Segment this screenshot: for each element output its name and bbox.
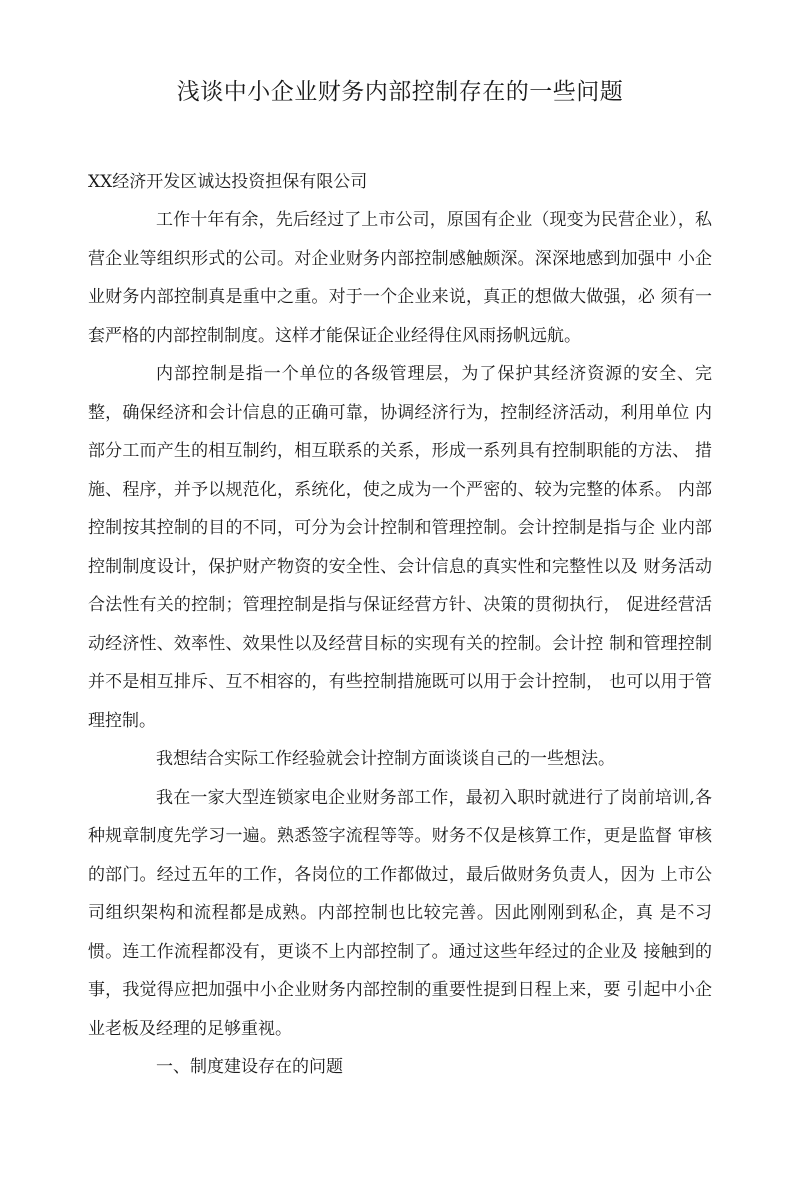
section-heading: 一、制度建设存在的问题 [156, 1057, 343, 1077]
paragraph-thoughts: 我想结合实际工作经验就会计控制方面谈谈自己的一些想法。 [156, 749, 615, 769]
company-name: XX经济开发区诚达投资担保有限公司 [88, 172, 368, 192]
document-title: 浅谈中小企业财务内部控制存在的一些问题 [176, 79, 624, 105]
paragraph-intro: 工作十年有余，先后经过了上市公司，原国有企业（现变为民营企业），私营企业等组织形式的公司。对企业财务内部控制感触颇深。深深地感到加强中 小企业财务内部控制真是重中之重。对于一个企业来说，真正的想做大做强，必 须有一套严格的内部控制制度。这样才能保证企业经得住风雨扬帆远航。 [88, 210, 712, 346]
document-body [88, 201, 712, 1087]
paragraph-experience: 我在一家大型连锁家电企业财务部工作，最初入职时就进行了岗前培训,各种规章制度先学习一遍。熟悉签字流程等等。财务不仅是核算工作，更是监督 审核的部门。经过五年的工作，各岗位的工作都做过，最后做财务负责人，因为 上市公司组织架构和流程都是成熟。内部控制也比较完善。因此刚刚到私企，真 是不习惯。连工作流程都没有，更谈不上内部控制了。通过这些年经过的企业及 接触到的事，我觉得应把加强中小企业财务内部控制的重要性提到日程上来，要 引起中小企业老板及经理的足够重视。 [88, 787, 712, 1039]
paragraph-definition: 内部控制是指一个单位的各级管理层，为了保护其经济资源的安全、完 整，确保经济和会计信息的正确可靠，协调经济行为，控制经济活动，利用单位 内部分工而产生的相互制约，相互联系的关系，形成一系列具有控制职能的方法、 措施、程序，并予以规范化，系统化，使之成为一个严密的、较为完整的体系。 内部控制按其控制的目的不同，可分为会计控制和管理控制。会计控制是指与企 业内部控制制度设计，保护财产物资的安全性、会计信息的真实性和完整性以及 财务活动合法性有关的控制；管理控制是指与保证经营方针、决策的贯彻执行， 促进经营活动经济性、效率性、效果性以及经营目标的实现有关的控制。会计控 制和管理控制并不是相互排斥、互不相容的，有些控制措施既可以用于会计控制， 也可以用于管理控制。 [88, 364, 712, 731]
